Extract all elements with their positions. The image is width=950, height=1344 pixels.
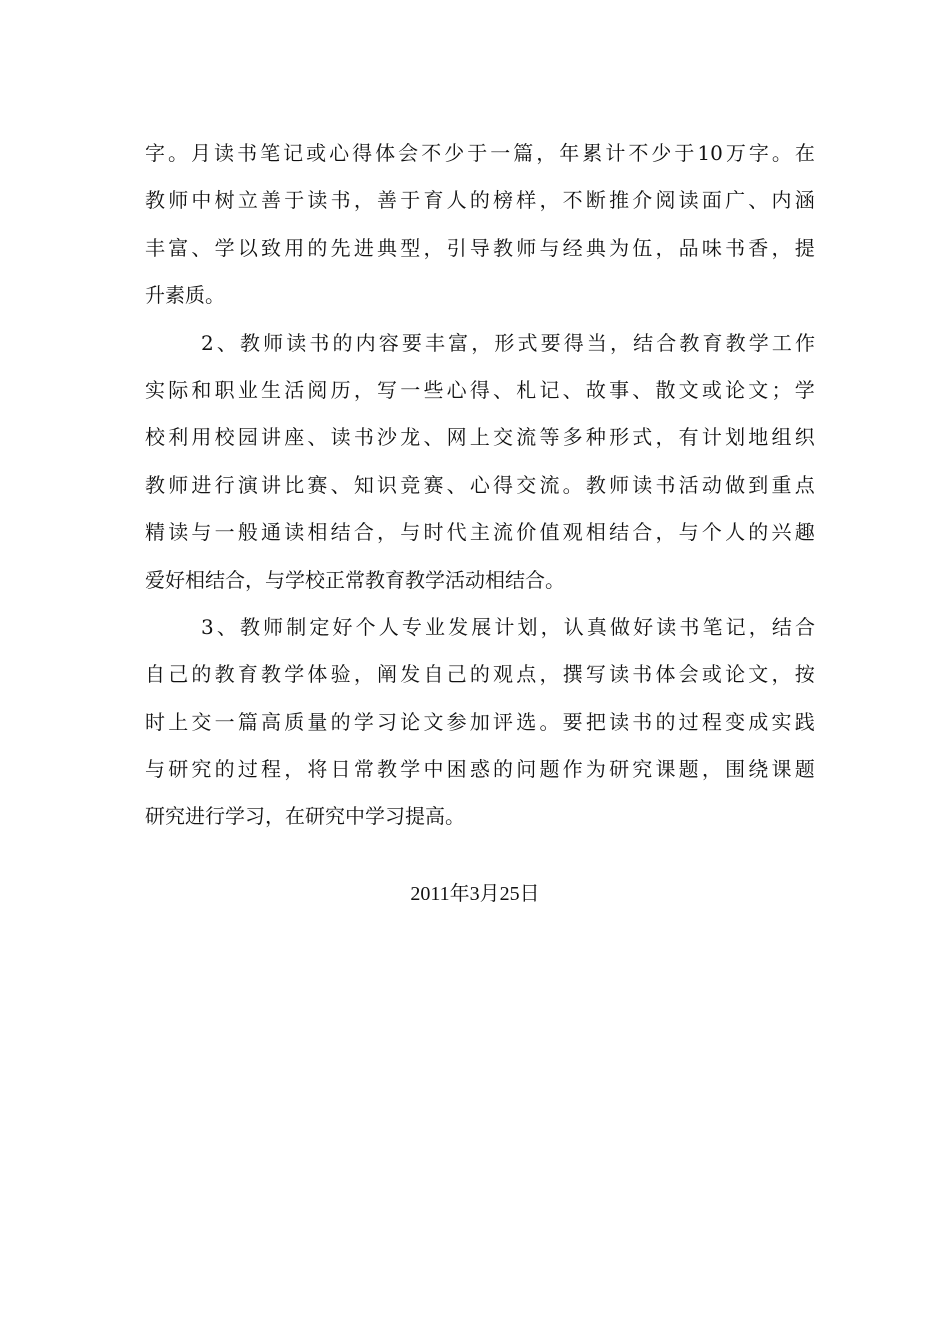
paragraph-line: 实 际 和 职 业 生 活 阅 历 ， 写 一 些 心 得 、 札 记 、 故 事 、 散 文 或 论 文 ； 学 bbox=[145, 377, 815, 402]
paragraph bbox=[145, 320, 815, 604]
paragraph-line: 时 上 交 一 篇 高 质 量 的 学 习 论 文 参 加 评 选 。 要 把 读 书 的 过 程 变 成 实 践 bbox=[145, 709, 815, 734]
paragraph-line: 研究进行学习，在研究中学习提高。 bbox=[145, 804, 465, 829]
document-body bbox=[145, 130, 815, 841]
paragraph bbox=[145, 604, 815, 841]
paragraph-line: 丰 富 、 学 以 致 用 的 先 进 典 型 ， 引 导 教 师 与 经 典 为 伍 ， 品 味 书 香 ， 提 bbox=[145, 235, 815, 260]
paragraph-line: 字 。 月 读 书 笔 记 或 心 得 体 会 不 少 于 一 篇 ， 年 累 计 不 少 于 10 万 字 。 在 bbox=[145, 141, 815, 165]
paragraph-line: 教 师 中 树 立 善 于 读 书 ， 善 于 育 人 的 榜 样 ， 不 断 推 介 阅 读 面 广 、 内 涵 bbox=[145, 188, 815, 213]
paragraph-line: 爱好相结合，与学校正常教育教学活动相结合。 bbox=[145, 567, 565, 592]
paragraph bbox=[145, 130, 815, 320]
paragraph-line: 精 读 与 一 般 通 读 相 结 合 ， 与 时 代 主 流 价 值 观 相 结 合 ， 与 个 人 的 兴 趣 bbox=[145, 520, 815, 545]
paragraph-line: 教 师 进 行 演 讲 比 赛 、 知 识 竞 赛 、 心 得 交 流 。 教 师 读 书 活 动 做 到 重 点 bbox=[145, 472, 815, 497]
document-date: 2011年3月25日 bbox=[410, 883, 540, 905]
paragraph-line: 自 己 的 教 育 教 学 体 验 ， 阐 发 自 己 的 观 点 ， 撰 写 读 书 体 会 或 论 文 ， 按 bbox=[145, 662, 815, 687]
paragraph-line: 3 、 教 师 制 定 好 个 人 专 业 发 展 计 划 ， 认 真 做 好 读 书 笔 记 ， 结 合 bbox=[201, 614, 815, 639]
paragraph-line: 校 利 用 校 园 讲 座 、 读 书 沙 龙 、 网 上 交 流 等 多 种 形 式 ， 有 计 划 地 组 织 bbox=[145, 425, 815, 450]
paragraph-line: 升素质。 bbox=[145, 283, 225, 308]
paragraph-line: 2 、 教 师 读 书 的 内 容 要 丰 富 ， 形 式 要 得 当 ， 结 合 教 育 教 学 工 作 bbox=[201, 330, 815, 355]
paragraph-line: 与 研 究 的 过 程 ， 将 日 常 教 学 中 困 惑 的 问 题 作 为 研 究 课 题 ， 围 绕 课 题 bbox=[145, 757, 815, 782]
